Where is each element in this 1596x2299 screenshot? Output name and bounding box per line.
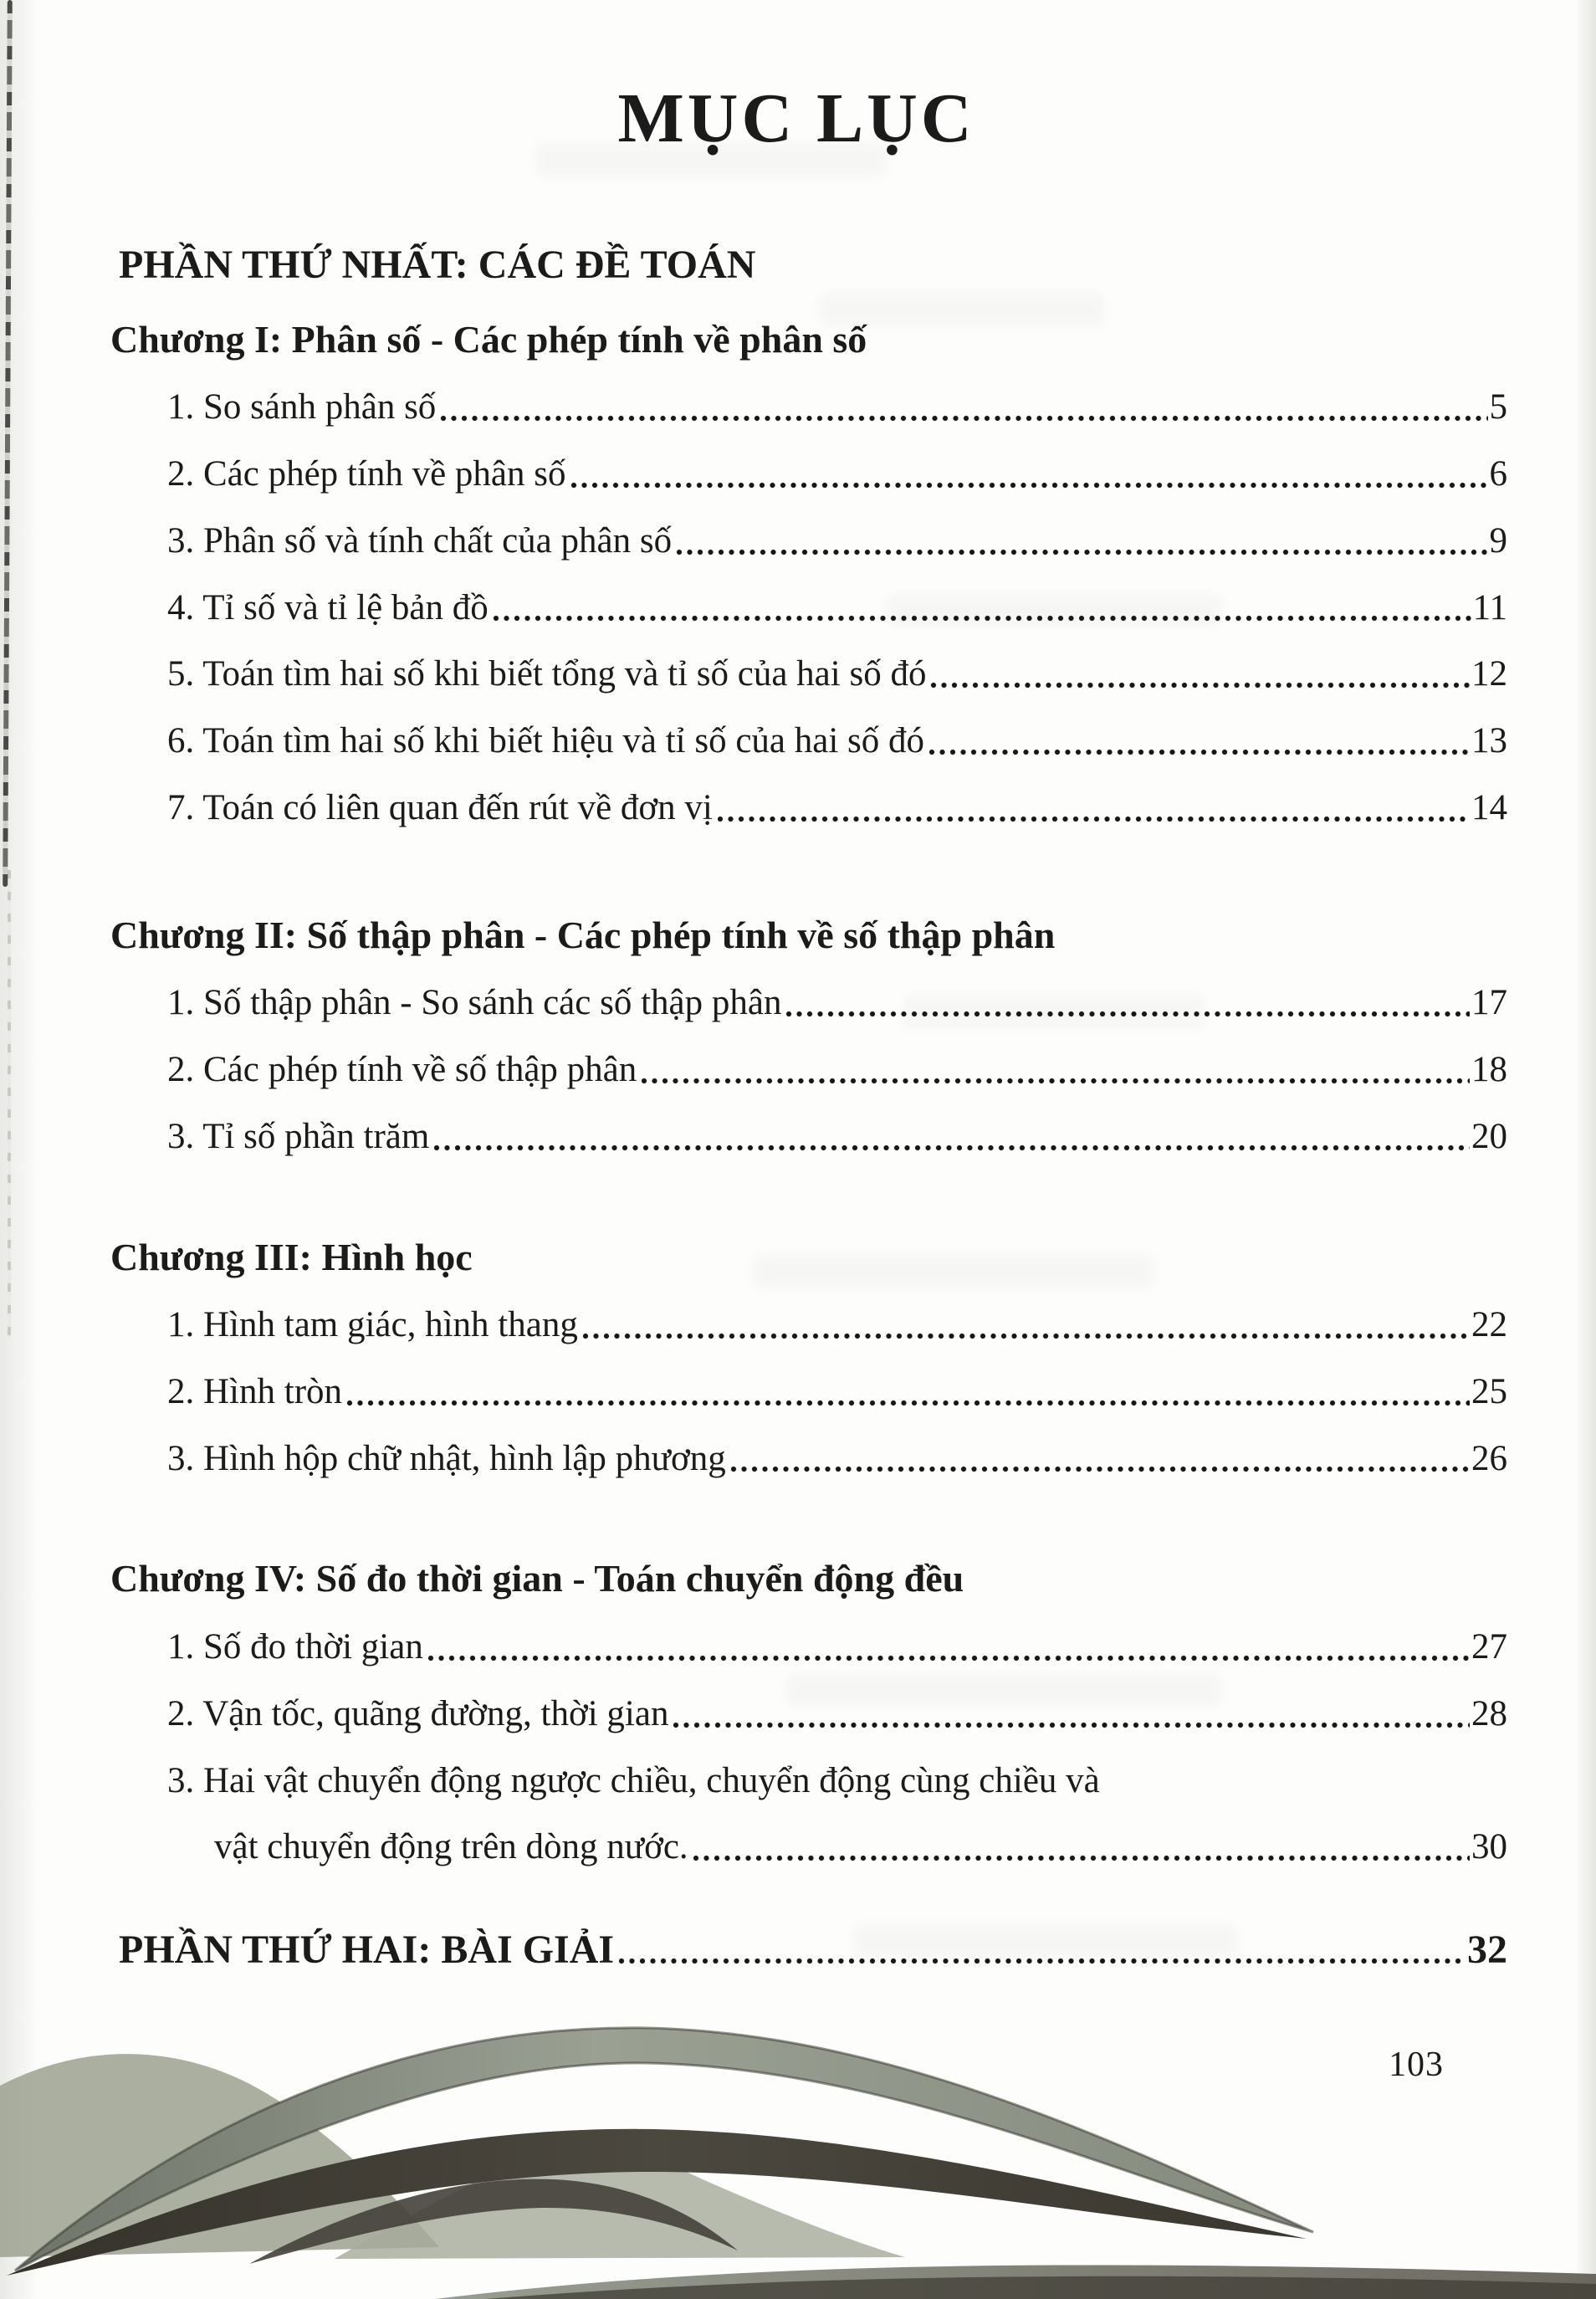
toc-item: [119, 785, 1507, 832]
toc-item-label: 1. Số thập phân - So sánh các số thập phân: [167, 983, 782, 1023]
part2-page: 32: [1467, 1928, 1507, 1973]
toc-item: [119, 451, 1507, 499]
toc-item: [119, 1369, 1507, 1416]
dot-leader: [581, 1331, 1470, 1341]
dot-leader: [785, 1009, 1470, 1019]
dot-leader: [729, 1464, 1470, 1474]
toc-item-label: 2. Hình tròn: [167, 1371, 343, 1411]
toc-item-line1: [119, 1758, 1507, 1805]
toc-item-page: 22: [1471, 1305, 1507, 1345]
dot-leader: [427, 1653, 1470, 1663]
toc-item-label: 2. Các phép tính về phân số: [167, 454, 566, 494]
toc-item-page: 20: [1471, 1116, 1507, 1156]
part2-heading: PHẦN THỨ HAI: BÀI GIẢI: [119, 1928, 615, 1973]
toc-item: [119, 1302, 1507, 1349]
dot-leader: [692, 1853, 1470, 1863]
toc-item-label: vật chuyển động trên dòng nước.: [214, 1827, 688, 1867]
toc-item-label: 1. Số đo thời gian: [167, 1627, 423, 1667]
dot-leader: [929, 680, 1470, 690]
toc-item-label: 1. So sánh phân số: [167, 387, 437, 428]
toc-item-page: 25: [1471, 1371, 1507, 1411]
toc-item-page: 17: [1471, 983, 1507, 1023]
toc-item: [119, 980, 1507, 1027]
toc-item-label: 1. Hình tam giác, hình thang: [167, 1305, 578, 1345]
right-edge-shadow: [1574, 0, 1596, 2299]
toc-item-page: 9: [1489, 520, 1507, 561]
dot-leader: [432, 1143, 1470, 1153]
chapter-4-heading: Chương IV: Số đo thời gian - Toán chuyển động đều: [110, 1557, 964, 1600]
chapter-2-heading: Chương II: Số thập phân - Các phép tính về số thập phân: [110, 913, 1056, 956]
dot-leader: [439, 413, 1487, 423]
dot-leader: [716, 814, 1470, 824]
binding-edge-line-lower: [8, 870, 11, 1339]
toc-item-label: 5. Toán tìm hai số khi biết tổng và tỉ số của hai số đó: [167, 654, 927, 694]
toc-item-page: 27: [1471, 1627, 1507, 1667]
toc-item-label: 3. Hình hộp chữ nhật, hình lập phương: [167, 1438, 726, 1478]
table-of-contents: [110, 50, 1507, 1976]
toc-item-label: 7. Toán có liên quan đến rút về đơn vị: [167, 787, 713, 827]
toc-item-page: 11: [1472, 587, 1507, 627]
toc-item: [119, 518, 1507, 566]
toc-item: [119, 718, 1507, 765]
dot-leader: [928, 747, 1470, 757]
dot-leader: [492, 613, 1471, 623]
toc-item-label: 2. Các phép tính về số thập phân: [167, 1050, 637, 1090]
dot-leader: [617, 1956, 1466, 1966]
toc-item: [119, 1691, 1507, 1738]
page-title: MỤC LỤC: [617, 79, 975, 157]
binding-edge-line: [3, 0, 13, 887]
toc-item: [119, 585, 1507, 632]
toc-item: [119, 1114, 1507, 1161]
toc-item-page: 30: [1471, 1827, 1507, 1867]
dot-leader: [640, 1076, 1470, 1086]
dot-leader: [672, 1720, 1470, 1730]
dot-leader: [675, 547, 1487, 557]
toc-item-page: 13: [1471, 721, 1507, 761]
dot-leader: [345, 1398, 1470, 1408]
toc-item: [119, 651, 1507, 699]
toc-item-page: 14: [1471, 787, 1507, 827]
toc-item-label: 3. Phân số và tính chất của phân số: [167, 520, 673, 561]
toc-item-page: 6: [1489, 454, 1507, 494]
decorative-swoosh-graphic: [0, 1981, 1596, 2299]
toc-item-page: 28: [1471, 1693, 1507, 1733]
toc-item-line2: [119, 1824, 1507, 1871]
toc-item-page: 5: [1489, 387, 1507, 428]
toc-item-page: 18: [1471, 1050, 1507, 1090]
part2-heading-row: [119, 1923, 1507, 1976]
page-number: 103: [1389, 2046, 1444, 2084]
toc-item-label: 4. Tỉ số và tỉ lệ bản đồ: [167, 587, 489, 627]
toc-item: [119, 384, 1507, 432]
toc-item-label: 3. Tỉ số phần trăm: [167, 1116, 430, 1156]
toc-item-page: 26: [1471, 1438, 1507, 1478]
toc-item: [119, 1047, 1507, 1094]
toc-item: [119, 1624, 1507, 1672]
chapter-1-heading: Chương I: Phân số - Các phép tính về phân số: [110, 317, 867, 361]
toc-item-label: 3. Hai vật chuyển động ngược chiều, chuyển động cùng chiều và: [167, 1760, 1100, 1800]
toc-item-page: 12: [1471, 654, 1507, 694]
toc-item-label: 6. Toán tìm hai số khi biết hiệu và tỉ số của hai số đó: [167, 721, 925, 761]
chapter-3-heading: Chương III: Hình học: [110, 1235, 473, 1278]
part1-heading: PHẦN THỨ NHẤT: CÁC ĐỀ TOÁN: [119, 243, 756, 288]
dot-leader: [570, 480, 1488, 490]
toc-item-label: 2. Vận tốc, quãng đường, thời gian: [167, 1693, 669, 1733]
toc-item: [119, 1436, 1507, 1483]
